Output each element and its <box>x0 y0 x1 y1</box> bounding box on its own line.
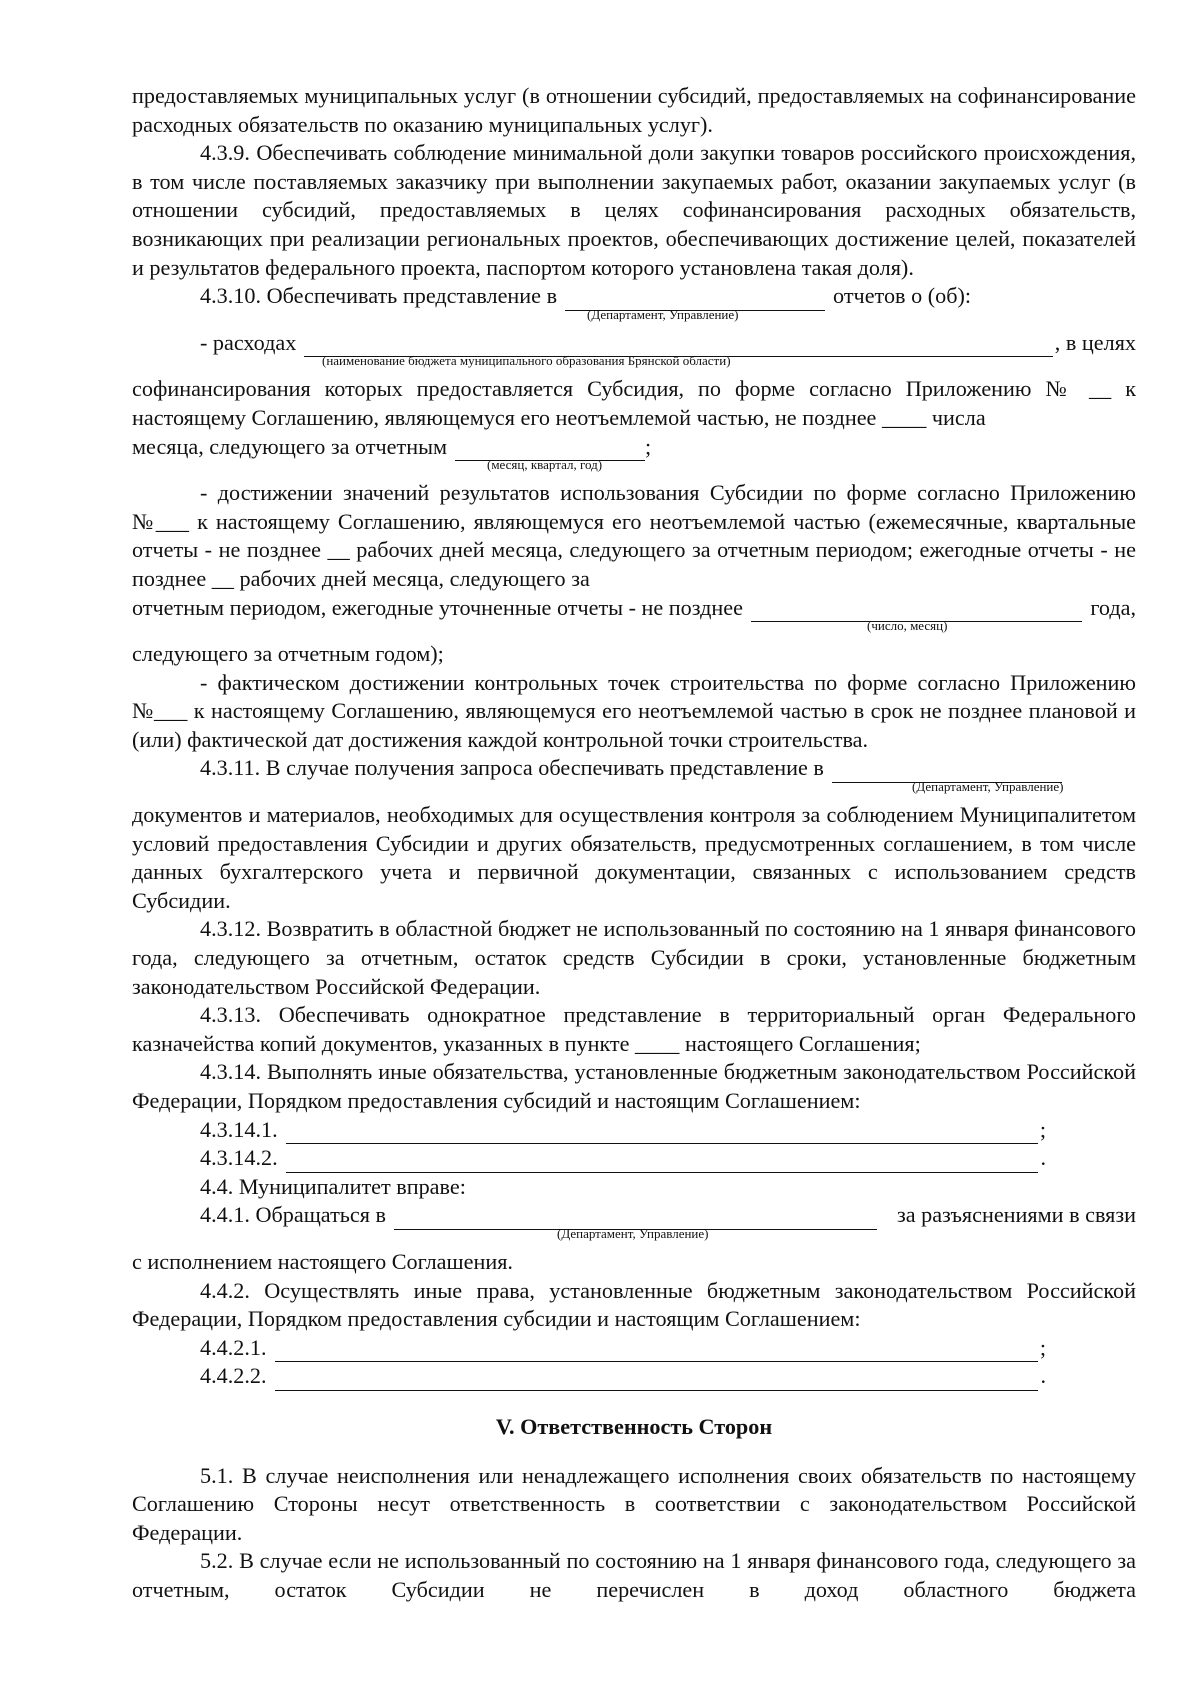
item-4-3-14-1 <box>132 1116 1136 1145</box>
paragraph-4-3-11-text: 4.3.11. В случае получения запроса обеспечивать представление в <box>200 755 824 781</box>
rashody-tail: , в целях <box>1054 329 1136 355</box>
rashody-last-text: месяца, следующего за отчетным <box>132 433 448 459</box>
paragraph-4-4-1-continuation: с исполнением настоящего Соглашения. <box>132 1248 513 1274</box>
paragraph-4-3-9: 4.3.9. Обеспечивать соблюдение минимальной доли закупки товаров российского происхождения, в том числе поставляемых заказчику при выполнении закупаемых работ, оказании закупаемых услуг (в отношении субсидий, предоставляемых в целях софинансирования расходных обязательств, возникающих при реализации региональных проектов, обеспечивающих достижение целей, показателей и результатов федерального проекта, паспортом которого установлена такая доля). <box>132 140 1136 280</box>
field-caption: (Департамент, Управление) <box>587 306 739 322</box>
fakt-paragraph: - фактическом достижении контрольных точек строительства по форме согласно Приложению №___ к настоящему Соглашению, являющемуся его неотъемлемой частью в срок не позднее плановой и (или) фактической дат достижения каждой контрольной точки строительства. <box>132 669 1136 752</box>
field-caption: (Департамент, Управление) <box>557 1225 709 1241</box>
rashody-text: - расходах <box>200 329 297 355</box>
paragraph-4-3-10-text: 4.3.10. Обеспечивать представление в <box>200 283 558 309</box>
paragraph-4-3-12: 4.3.12. Возвратить в областной бюджет не использованный по состоянию на 1 января финансового года, следующего за отчетным, остаток средств Субсидии в сроки, установленные бюджетным законодательством Российской Федерации. <box>132 916 1136 999</box>
dostizh-last-text: отчетным периодом, ежегодные уточненные отчеты - не позднее <box>132 594 743 620</box>
blank-line <box>275 1369 1039 1391</box>
field-caption: (наименование бюджета муниципального образования Брянской области) <box>322 353 731 369</box>
paragraph-4-4-2: 4.4.2. Осуществлять иные права, установленные бюджетным законодательством Российской Федерации, Порядком предоставления субсидии и настоящим Соглашением: <box>132 1277 1136 1332</box>
item-4-4-2-1 <box>132 1334 1136 1363</box>
item-end: ; <box>1039 1334 1046 1360</box>
field-caption: (месяц, квартал, год) <box>487 457 603 473</box>
paragraph-4-3-10-tail: отчетов о (об): <box>833 283 972 309</box>
paragraph-5-2: 5.2. В случае если не использованный по состоянию на 1 января финансового года, следующего за отчетным, остаток Субсидии не перечислен в доход областного бюджета <box>132 1548 1136 1602</box>
item-end: . <box>1040 1363 1046 1389</box>
dostizh-last-tail: года, <box>1090 594 1136 620</box>
rashody-last-tail: ; <box>645 433 652 459</box>
dostizh-last-line <box>132 594 1136 623</box>
item-number: 4.3.14.1. <box>200 1116 278 1142</box>
paragraph-4-3-11-continuation: документов и материалов, необходимых для осуществления контроля за соблюдением Муниципалитетом условий предоставления Субсидии и других обязательств, предусмотренных соглашением, в том числе данных бухгалтерского учета и первичной документации, связанных с использованием средств Субсидии. <box>132 802 1136 913</box>
blank-line <box>286 1151 1039 1173</box>
field-caption: (число, месяц) <box>867 618 948 634</box>
item-4-3-14-2 <box>132 1144 1136 1173</box>
item-number: 4.4.2.2. <box>200 1363 267 1389</box>
rashody-last-line <box>132 433 1136 462</box>
paragraph-4-3-14: 4.3.14. Выполнять иные обязательства, установленные бюджетным законодательством Российской Федерации, Порядком предоставления субсидий и настоящим Соглашением: <box>132 1059 1136 1113</box>
item-number: 4.3.14.2. <box>200 1145 278 1171</box>
item-number: 4.4.2.1. <box>200 1334 267 1360</box>
paragraph-intro: предоставляемых муниципальных услуг (в отношении субсидий, предоставляемых на софинансирование расходных обязательств по оказанию муниципальных услуг). <box>132 83 1136 137</box>
paragraph-4-4-1-text: 4.4.1. Обращаться в <box>200 1202 386 1228</box>
dostizh-paragraph: - достижении значений результатов использования Субсидии по форме согласно Приложению №___ к настоящему Соглашению, являющемуся его неотъемлемой частью (ежемесячные, квартальные отчеты - не позднее __ рабочих дней месяца, следующего за отчетным периодом; ежегодные отчеты - не позднее __ рабочих дней месяца, следующего за <box>132 480 1136 591</box>
paragraph-4-4: 4.4. Муниципалитет вправе: <box>200 1173 466 1199</box>
item-end: ; <box>1039 1116 1046 1142</box>
item-end: . <box>1040 1145 1046 1171</box>
blank-line <box>286 1122 1038 1144</box>
field-caption: (Департамент, Управление) <box>912 779 1064 795</box>
blank-line <box>275 1340 1038 1362</box>
paragraph-4-3-13: 4.3.13. Обеспечивать однократное представление в территориальный орган Федерального казначейства копий документов, указанных в пункте ____ настоящего Соглашения; <box>132 1002 1136 1056</box>
rashody-continuation: софинансирования которых предоставляется Субсидия, по форме согласно Приложению № __ к настоящему Соглашению, являющемуся его неотъемлемой частью, не позднее ____ числа <box>132 376 1136 430</box>
item-4-4-2-2 <box>132 1362 1136 1391</box>
paragraph-5-1: 5.1. В случае неисполнения или ненадлежащего исполнения своих обязательств по настоящему Соглашению Стороны несут ответственность в соответствии с законодательством Российской Федерации. <box>132 1462 1136 1545</box>
paragraph-4-4-1-tail: за разъяснениями в связи <box>896 1202 1136 1228</box>
dostizh-continuation: следующего за отчетным годом); <box>132 641 444 667</box>
section-5-title: V. Ответственность Сторон <box>495 1413 773 1439</box>
